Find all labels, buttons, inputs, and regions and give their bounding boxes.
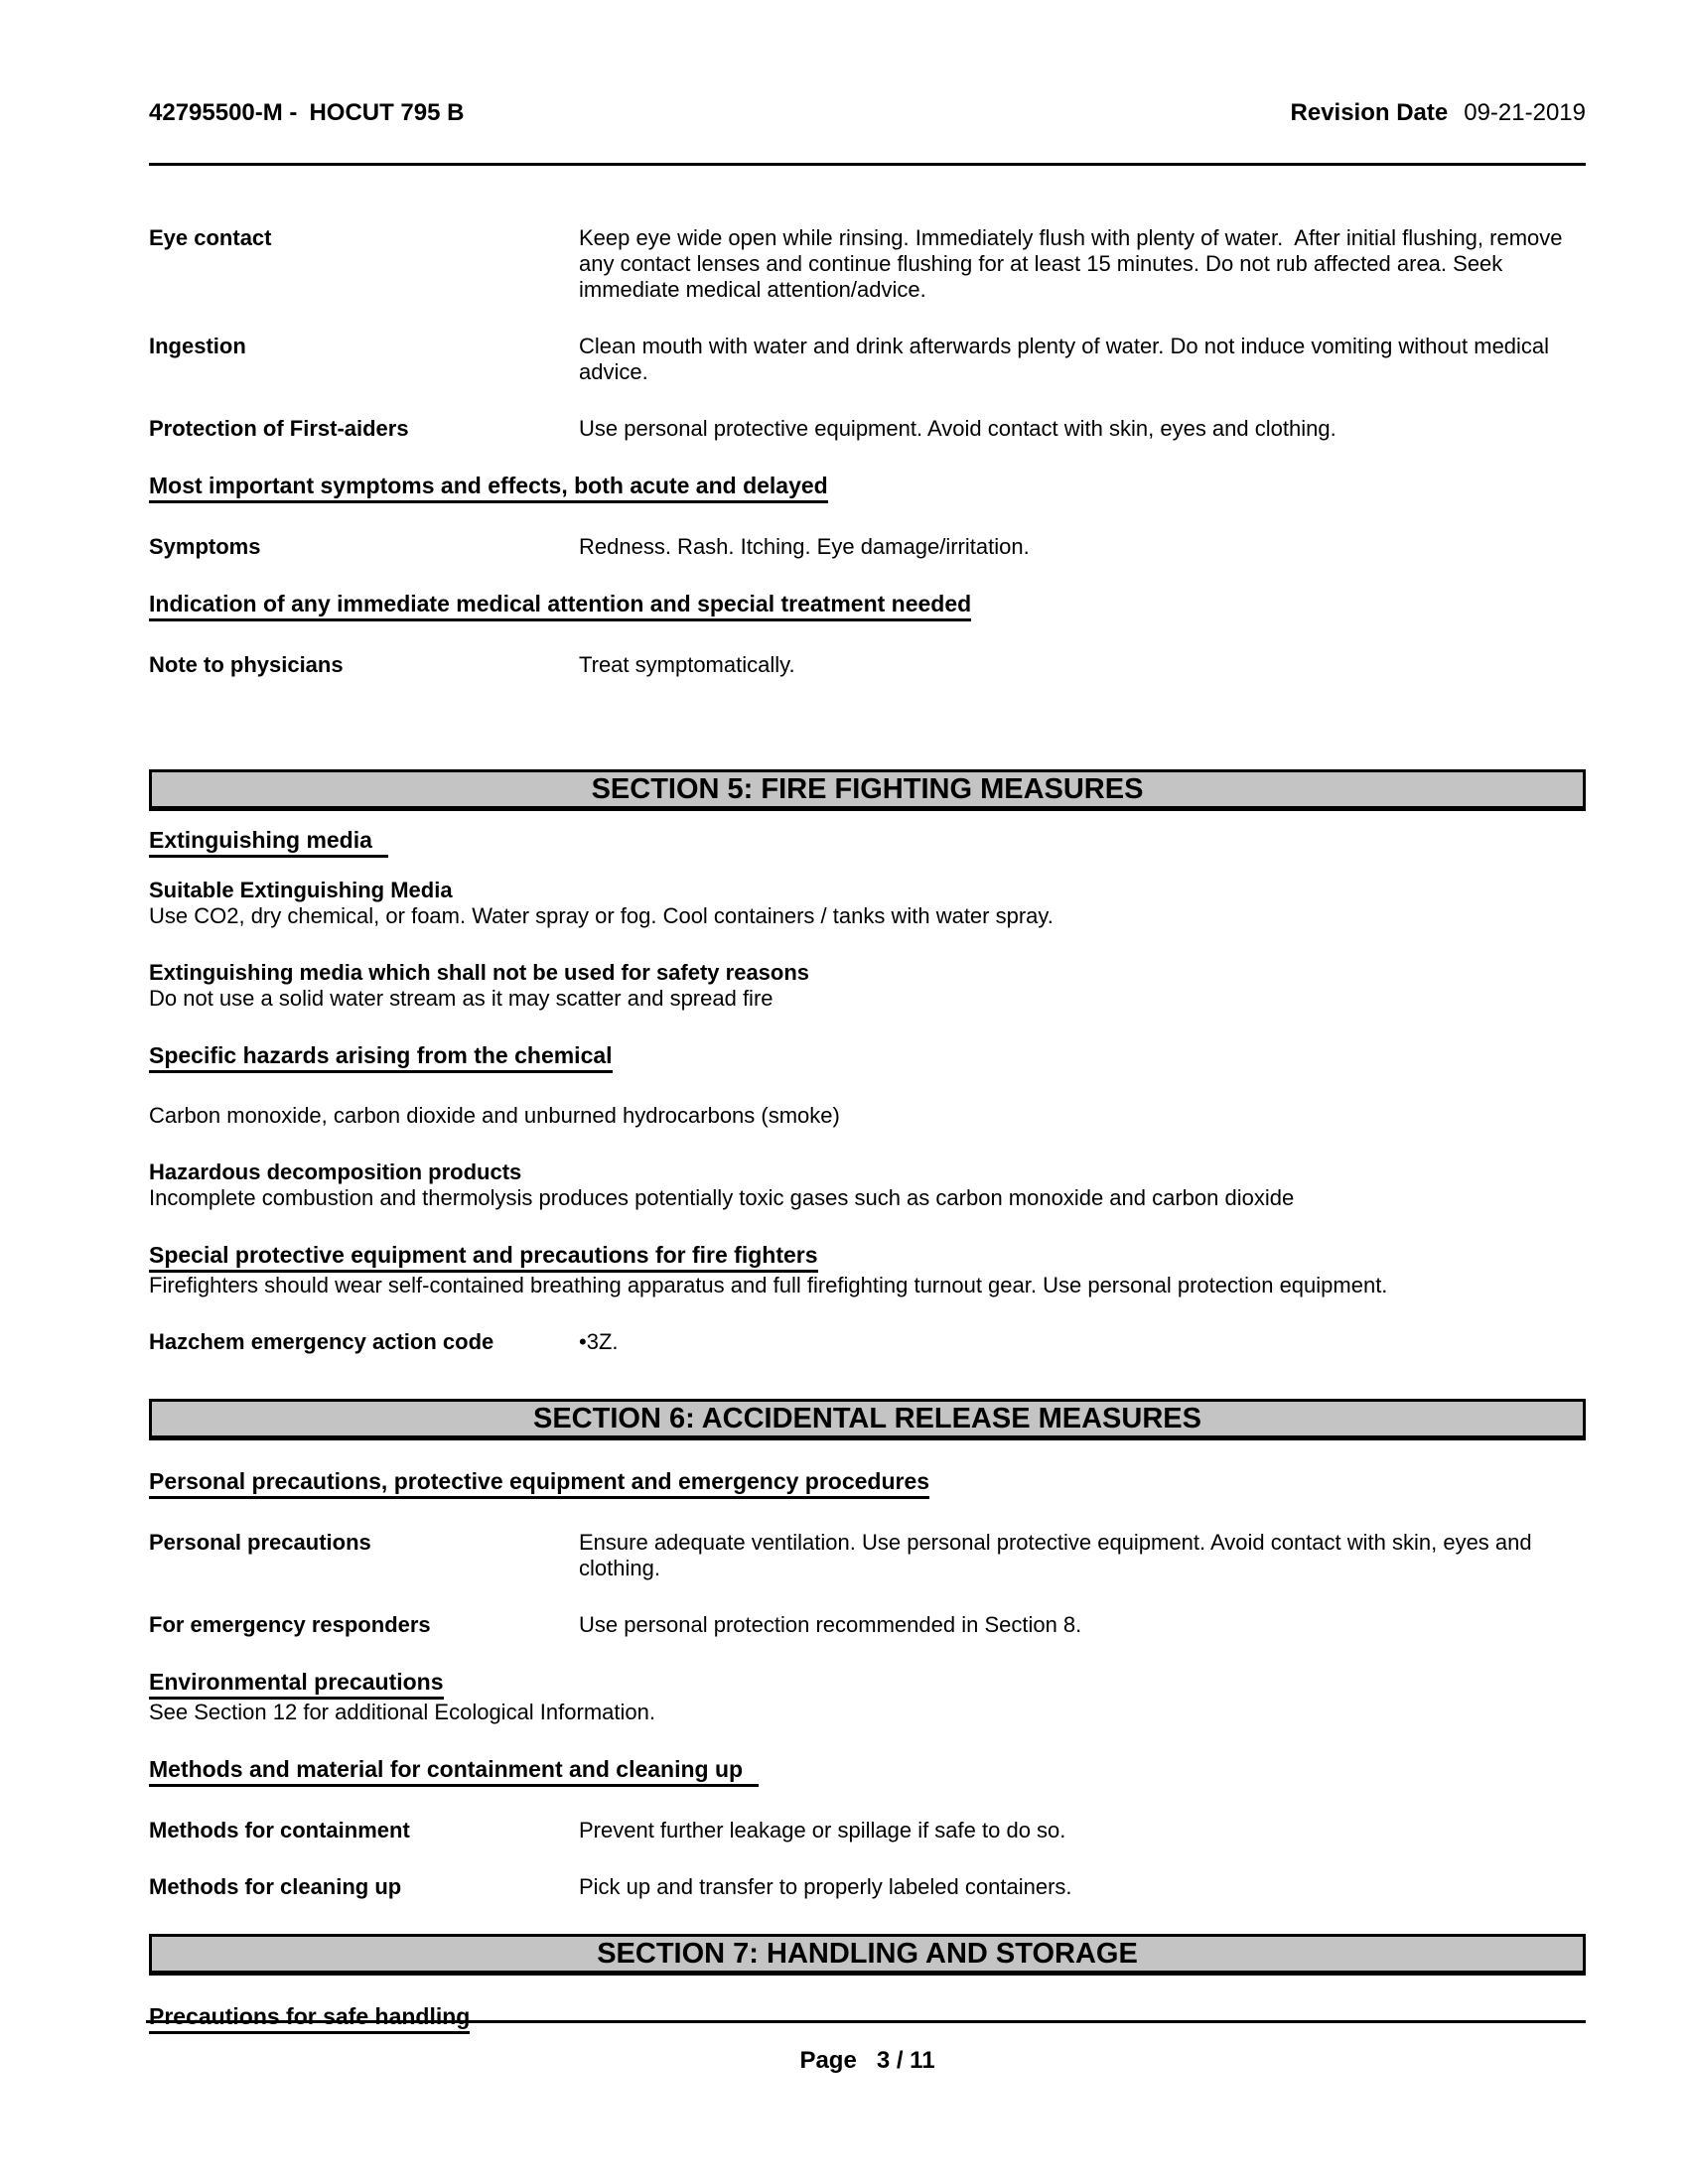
- specific-hazards-text: Carbon monoxide, carbon dioxide and unburned hydrocarbons (smoke): [149, 1103, 840, 1128]
- header-divider: [149, 163, 1586, 166]
- heading-special-protective-equipment: Special protective equipment and precautions for fire fighters: [149, 1242, 1586, 1273]
- footer-divider: [146, 2020, 1586, 2023]
- field-label: Ingestion: [149, 334, 246, 358]
- heading-specific-hazards: Specific hazards arising from the chemical: [149, 1042, 1586, 1073]
- document-header: [149, 99, 1586, 127]
- field-eye-contact: [149, 225, 1586, 303]
- field-symptoms: [149, 534, 1586, 560]
- field-label: For emergency responders: [149, 1612, 431, 1637]
- heading-methods-containment-cleaning: Methods and material for containment and cleaning up: [149, 1756, 1586, 1787]
- section6-header-bar: [149, 1399, 1586, 1440]
- heading-indication-medical-attention: Indication of any immediate medical attention and special treatment needed: [149, 591, 1586, 621]
- field-value: Ensure adequate ventilation. Use personal protective equipment. Avoid contact with skin, eyes and clothing.: [579, 1530, 1538, 1580]
- field-label: Methods for containment: [149, 1818, 410, 1843]
- field-methods-cleaning-up: [149, 1874, 1586, 1900]
- field-label: Personal precautions: [149, 1530, 371, 1555]
- heading-most-important-symptoms: Most important symptoms and effects, both acute and delayed: [149, 473, 1586, 503]
- field-methods-containment: [149, 1818, 1586, 1843]
- field-value: Use personal protective equipment. Avoid contact with skin, eyes and clothing.: [579, 416, 1336, 441]
- field-value: Keep eye wide open while rinsing. Immediately flush with plenty of water. After initial flushing, remove any contact lenses and continue flushing for at least 15 minutes. Do not rub affected area. Seek immediate medical attention/advice.: [579, 225, 1569, 302]
- field-value: Use personal protection recommended in Section 8.: [579, 1612, 1082, 1637]
- subheading-suitable-media: Suitable Extinguishing Media: [149, 878, 453, 902]
- field-label: Note to physicians: [149, 652, 344, 677]
- media-not-used-text: Do not use a solid water stream as it may scatter and spread fire: [149, 986, 774, 1011]
- product-name: HOCUT 795 B: [309, 99, 465, 126]
- suitable-media-text: Use CO2, dry chemical, or foam. Water spray or fog. Cool containers / tanks with water spray.: [149, 903, 1054, 928]
- field-emergency-responders: [149, 1612, 1586, 1638]
- field-personal-precautions: [149, 1530, 1586, 1581]
- field-value: Clean mouth with water and drink afterwards plenty of water. Do not induce vomiting without medical advice.: [579, 334, 1556, 384]
- page-number: [149, 2047, 1586, 2075]
- doc-code: 42795500-M -: [149, 99, 298, 126]
- field-note-to-physicians: [149, 652, 1586, 678]
- revision-date-label: Revision Date: [1290, 99, 1449, 126]
- page-content: [149, 0, 1586, 2034]
- field-value: Treat symptomatically.: [579, 652, 795, 677]
- field-label: Methods for cleaning up: [149, 1874, 402, 1899]
- page-value: 3 / 11: [876, 2047, 935, 2074]
- environmental-precautions-text: See Section 12 for additional Ecological Information.: [149, 1700, 655, 1724]
- document-id: [149, 99, 464, 127]
- heading-precautions-safe-handling: Precautions for safe handling: [149, 2003, 1586, 2034]
- field-value: Redness. Rash. Itching. Eye damage/irritation.: [579, 534, 1030, 559]
- field-value: Pick up and transfer to properly labeled containers.: [579, 1874, 1072, 1899]
- heading-environmental-precautions: Environmental precautions: [149, 1669, 1586, 1700]
- field-protection-first-aiders: [149, 416, 1586, 442]
- hazardous-decomposition-block: [149, 1160, 1586, 1211]
- section7-header-bar: [149, 1934, 1586, 1976]
- protective-equipment-block: [149, 1242, 1586, 1298]
- subheading-hazardous-decomposition: Hazardous decomposition products: [149, 1160, 522, 1184]
- heading-personal-precautions: Personal precautions, protective equipment and emergency procedures: [149, 1468, 1586, 1499]
- field-value: •3Z.: [579, 1329, 619, 1354]
- hazardous-decomposition-text: Incomplete combustion and thermolysis produces potentially toxic gases such as carbon monoxide and carbon dioxide: [149, 1185, 1295, 1210]
- field-value: Prevent further leakage or spillage if safe to do so.: [579, 1818, 1066, 1843]
- field-label: Hazchem emergency action code: [149, 1329, 494, 1354]
- section6-title: SECTION 6: ACCIDENTAL RELEASE MEASURES: [533, 1403, 1201, 1434]
- field-label: Eye contact: [149, 225, 272, 250]
- subheading-media-not-used: Extinguishing media which shall not be used for safety reasons: [149, 960, 810, 985]
- suitable-extinguishing-media-block: [149, 878, 1586, 929]
- section7-title: SECTION 7: HANDLING AND STORAGE: [597, 1938, 1138, 1970]
- section5-title: SECTION 5: FIRE FIGHTING MEASURES: [591, 773, 1144, 805]
- section5-header-bar: [149, 769, 1586, 811]
- page-label: Page: [799, 2047, 857, 2074]
- environmental-precautions-block: [149, 1669, 1586, 1725]
- revision-date-value: 09-21-2019: [1464, 99, 1586, 126]
- media-not-used-block: [149, 960, 1586, 1012]
- revision-info: [1291, 99, 1586, 127]
- protective-equipment-text: Firefighters should wear self-contained breathing apparatus and full firefighting turnout gear. Use personal protection equipment.: [149, 1273, 1388, 1297]
- field-label: Protection of First-aiders: [149, 416, 409, 441]
- field-hazchem-code: [149, 1329, 1586, 1355]
- heading-extinguishing-media: Extinguishing media: [149, 827, 1586, 858]
- field-ingestion: [149, 334, 1586, 385]
- field-label: Symptoms: [149, 534, 261, 559]
